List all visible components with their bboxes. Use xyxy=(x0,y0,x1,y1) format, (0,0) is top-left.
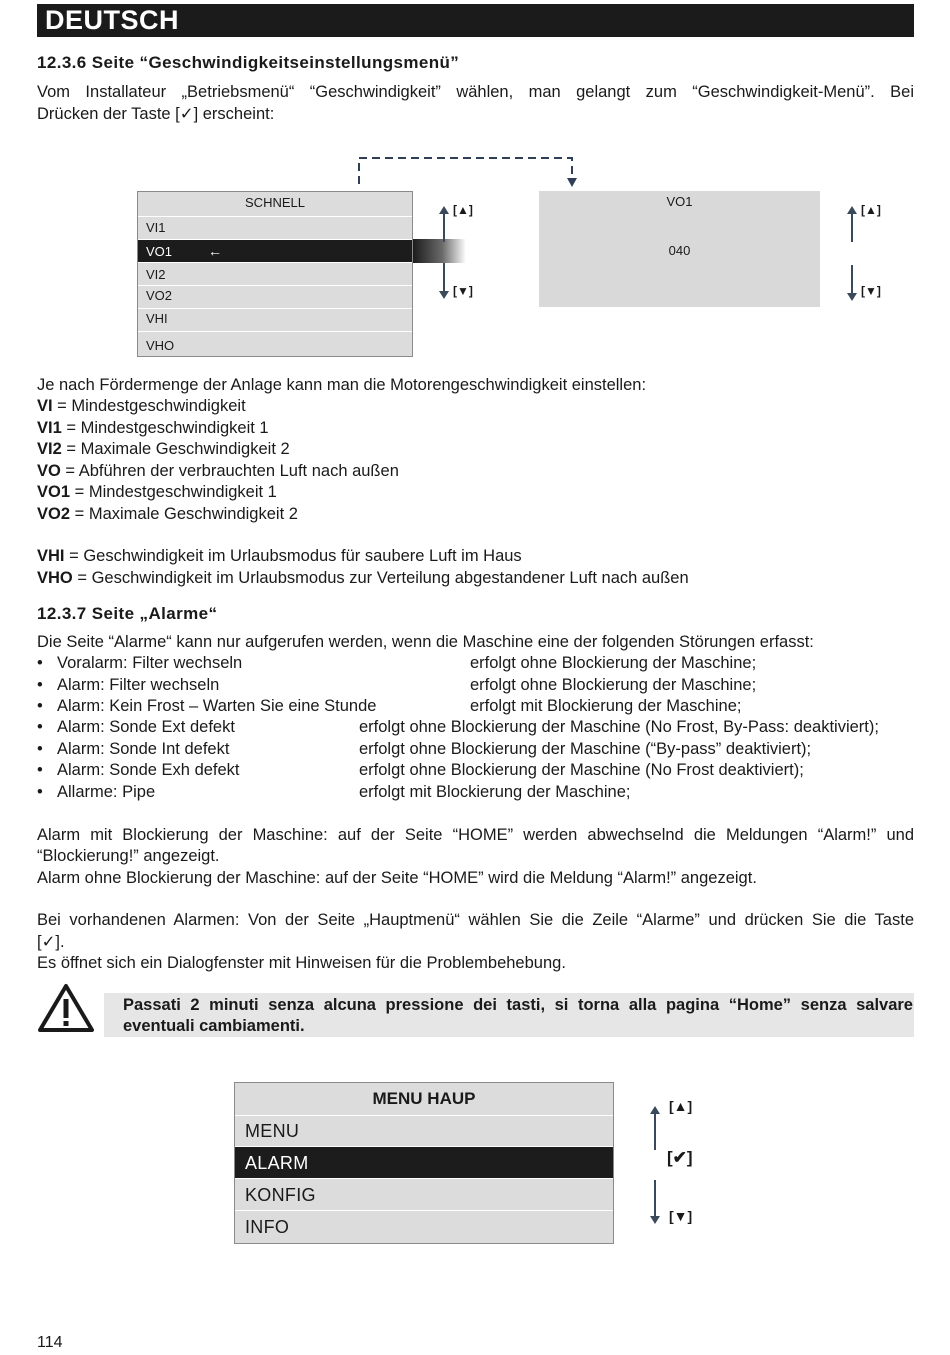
main-menu-item-menu[interactable]: MENU xyxy=(235,1115,613,1147)
alarm-name: Alarm: Kein Frost – Warten Sie eine Stunde xyxy=(57,697,377,715)
speed-menu-item-vi2[interactable]: VI2 xyxy=(138,263,412,286)
bullet-icon: • xyxy=(37,718,43,736)
alarm-effect: erfolgt ohne Blockierung der Maschine (No Frost, By-Pass: deaktiviert); xyxy=(359,718,879,736)
value-panel-label: VO1 xyxy=(666,194,693,209)
bullet-icon: • xyxy=(37,740,43,758)
speed-intro-line2: Drücken der Taste [✓] erscheint: xyxy=(37,105,275,123)
alarm-para2-line2: [✓]. xyxy=(37,933,65,951)
definition-row: VHI = Geschwindigkeit im Urlaubsmodus für saubere Luft im Haus xyxy=(37,547,522,565)
warning-line1: Passati 2 minuti senza alcuna pressione dei tasti, si torna alla pagina “Home” senza salvare xyxy=(123,996,913,1014)
speed-menu-item-label: VO1 xyxy=(146,244,173,259)
bullet-icon: • xyxy=(37,697,43,715)
alarm-effect: erfolgt mit Blockierung der Maschine; xyxy=(359,783,631,801)
bullet-icon: • xyxy=(37,783,43,801)
alarm-name: Voralarm: Filter wechseln xyxy=(57,654,243,672)
alarm-para1-line3: Alarm ohne Blockierung der Maschine: auf der Seite “HOME” wird die Meldung “Alarm!” angezeigt. xyxy=(37,869,757,887)
alarm-effect: erfolgt ohne Blockierung der Maschine (No Frost deaktiviert); xyxy=(359,761,804,779)
arrow-left-icon: ← xyxy=(208,243,222,259)
alarm-name: Alarm: Filter wechseln xyxy=(57,676,220,694)
language-title: DEUTSCH xyxy=(45,5,180,35)
speed-desc-intro: Je nach Fördermenge der Anlage kann man die Motorengeschwindigkeit einstellen: xyxy=(37,376,647,394)
definition-row: VI1 = Mindestgeschwindigkeit 1 xyxy=(37,419,269,437)
alarm-effect: erfolgt ohne Blockierung der Maschine; xyxy=(470,676,757,694)
alarm-name: Alarm: Sonde Exh defekt xyxy=(57,761,240,779)
alarm-effect: erfolgt ohne Blockierung der Maschine; xyxy=(470,654,757,672)
definition-row: VHO = Geschwindigkeit im Urlaubsmodus zur Verteilung abgestandener Luft nach außen xyxy=(37,569,689,587)
main-menu-item-konfig[interactable]: KONFIG xyxy=(235,1179,613,1211)
definition-row: VI = Mindestgeschwindigkeit xyxy=(37,397,246,415)
key-up-label: [▲] xyxy=(453,203,473,217)
speed-menu xyxy=(137,191,413,357)
arrow-up-icon xyxy=(851,212,853,242)
check-key-label: [✔] xyxy=(667,1148,693,1167)
dashed-connector xyxy=(340,150,600,190)
alarm-name: Alarm: Sonde Ext defekt xyxy=(57,718,235,736)
value-panel-value: 040 xyxy=(668,243,691,258)
section-heading-alarm: 12.3.7 Seite „Alarme“ xyxy=(37,604,218,623)
speed-menu-item-vi1[interactable]: VI1 xyxy=(138,216,412,240)
warning-triangle-icon xyxy=(37,982,95,1034)
speed-menu-item-vo2[interactable]: VO2 xyxy=(138,286,412,309)
main-key-up-label: [▲] xyxy=(669,1098,693,1114)
section-heading-speed: 12.3.6 Seite “Geschwindigkeitseinstellungsmenü” xyxy=(37,53,460,72)
alarm-name: Alarm: Sonde Int defekt xyxy=(57,740,230,758)
definition-row: VO2 = Maximale Geschwindigkeit 2 xyxy=(37,505,298,523)
key-down-label-right: [▼] xyxy=(861,284,881,298)
alarm-intro: Die Seite “Alarme“ kann nur aufgerufen werden, wenn die Maschine eine der folgenden Störungen erfasst: xyxy=(37,633,814,651)
bullet-icon: • xyxy=(37,761,43,779)
value-panel xyxy=(539,191,820,307)
key-up-label-right: [▲] xyxy=(861,203,881,217)
speed-intro-line1: Vom Installateur „Betriebsmenü“ “Geschwindigkeit” wählen, man gelangt zum “Geschwindigkeit-Menü”. Bei xyxy=(37,83,914,101)
bullet-icon: • xyxy=(37,654,43,672)
page-number: 114 xyxy=(37,1334,63,1351)
definition-row: VO = Abführen der verbrauchten Luft nach außen xyxy=(37,462,399,480)
speed-menu-item-vho[interactable]: VHO xyxy=(146,338,175,353)
arrow-down-icon xyxy=(443,263,445,293)
selection-gradient xyxy=(413,239,466,263)
main-menu-item-alarm[interactable]: ALARM xyxy=(235,1147,613,1179)
definition-row: VO1 = Mindestgeschwindigkeit 1 xyxy=(37,483,277,501)
alarm-effect: erfolgt ohne Blockierung der Maschine (“By-pass” deaktiviert); xyxy=(359,740,812,758)
key-down-label: [▼] xyxy=(453,284,473,298)
speed-menu-item-vo1[interactable] xyxy=(138,240,412,263)
alarm-para2-line1: Bei vorhandenen Alarmen: Von der Seite „Hauptmenü“ wählen Sie die Zeile “Alarme” und drücken Sie die Taste xyxy=(37,911,914,929)
alarm-para2-line3: Es öffnet sich ein Dialogfenster mit Hinweisen für die Problembehebung. xyxy=(37,954,566,972)
speed-menu-title: SCHNELL xyxy=(138,192,412,217)
alarm-name: Allarme: Pipe xyxy=(57,783,156,801)
main-menu-item-info[interactable]: INFO xyxy=(245,1217,290,1237)
warning-line2: eventuali cambiamenti. xyxy=(123,1017,305,1035)
arrow-up-icon xyxy=(654,1112,656,1150)
bullet-icon: • xyxy=(37,676,43,694)
main-menu xyxy=(234,1082,614,1244)
arrow-down-icon xyxy=(851,265,853,295)
speed-menu-item-vhi[interactable]: VHI xyxy=(138,309,412,332)
main-menu-title: MENU HAUP xyxy=(235,1083,613,1116)
arrow-up-icon xyxy=(443,212,445,242)
alarm-para1-line2: “Blockierung!” angezeigt. xyxy=(37,847,220,865)
alarm-para1-line1: Alarm mit Blockierung der Maschine: auf der Seite “HOME” werden abwechselnd die Meldungen “Alarm!” und xyxy=(37,826,914,844)
main-key-down-label: [▼] xyxy=(669,1208,693,1224)
definition-row: VI2 = Maximale Geschwindigkeit 2 xyxy=(37,440,290,458)
alarm-effect: erfolgt mit Blockierung der Maschine; xyxy=(470,697,742,715)
arrow-down-icon xyxy=(654,1180,656,1218)
